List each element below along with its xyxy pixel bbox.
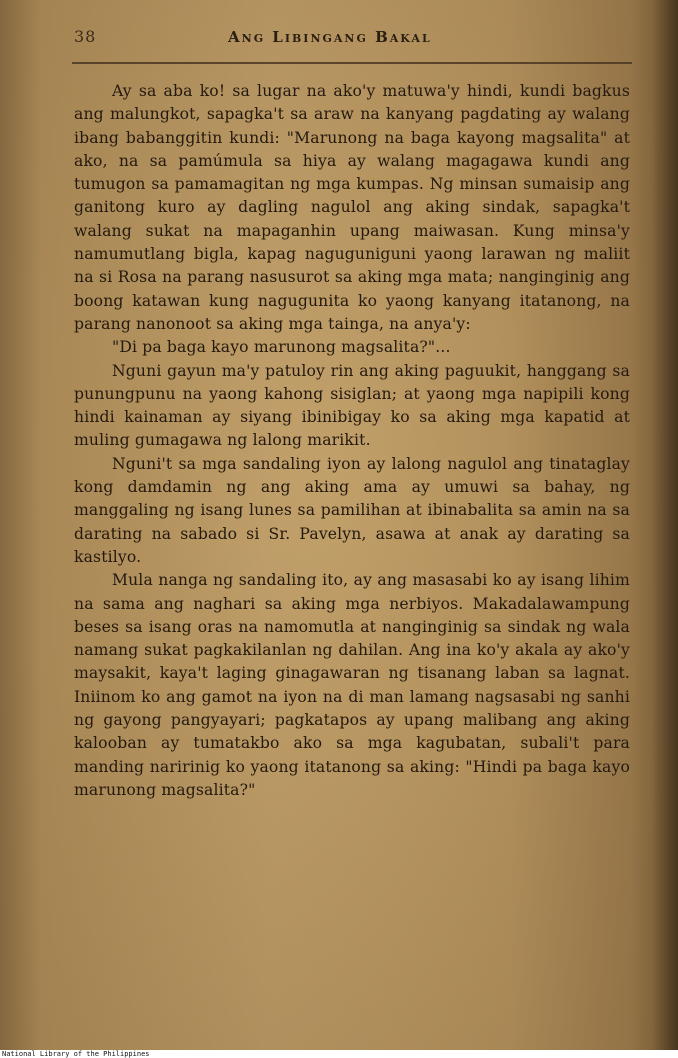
- paragraph-5: Mula nanga ng sandaling ito, ay ang masasabi ko ay isang lihim na sama ang naghari sa aking mga nerbiyos. Makadalawampung beses sa isang oras na namomutla at nanginginig sa sindak ng wala namang sukat pagkakilanlan ng dahilan. Ang ina ko'y akala ay ako'y maysakit, kaya't laging ginagawaran ng tisanang laban sa lagnat. Iniinom ko ang gamot na iyon na di man lamang nagsasabi ng sanhi ng gayong pangyayari; pagkatapos ay upang malibang ang aking kalooban ay tumatakbo ako sa mga kagubatan, subali't para manding naririnig ko yaong itatanong sa aking: "Hindi pa baga kayo marunong magsalita?": [74, 571, 630, 799]
- page-number: 38: [74, 27, 97, 46]
- running-title: Ang Libingang Bakal: [228, 28, 432, 46]
- paragraph-1: Ay sa aba ko! sa lugar na ako'y matuwa'y hindi, kundi bagkus ang malungkot, sapagka't sa araw na kanyang pagdating ay walang ibang babanggitin kundi: "Marunong na baga kayong magsalita" at ako, na sa pamúmula sa hiya ay walang magagawa kundi ang tumugon sa pamamagitan ng mga kumpas. Ng minsan sumaisip ang ganitong kuro ay dagling nagulol ang aking sindak, sapagka't walang sukat na mapaganhin upang maiwasan. Kung minsa'y namumutlang bigla, kapag naguguniguni yaong larawan ng maliit na si Rosa na parang nasusurot sa aking mga mata; nanginginig ang boong katawan kung nagugunita ko yaong kanyang itatanong, na parang nanonoot sa aking mga tainga, na anya'y:: [74, 82, 630, 333]
- header-rule: [72, 62, 632, 64]
- page-header: [68, 22, 633, 50]
- page-gutter-shadow: [652, 0, 678, 1050]
- paragraph-3: Nguni gayun ma'y patuloy rin ang aking paguukit, hanggang sa punungpunu na yaong kahong sisiglan; at yaong mga napipili kong hindi kainaman ay siyang ibinibigay ko sa aking mga kapatid at muling gumagawa ng lalong marikit.: [74, 361, 630, 450]
- body-text: [74, 80, 630, 802]
- source-credit: National Library of the Philippines: [2, 1050, 150, 1058]
- paragraph-2: "Di pa baga kayo marunong magsalita?"...: [112, 338, 451, 357]
- paragraph-4: Nguni't sa mga sandaling iyon ay lalong nagulol ang tinataglay kong damdamin ng ang aking ama ay umuwi sa bahay, ng manggaling ng isang lunes sa pamilihan at ibinabalita sa amin na sa darating na sabado si Sr. Pavelyn, asawa at anak ay darating sa kastilyo.: [74, 454, 630, 566]
